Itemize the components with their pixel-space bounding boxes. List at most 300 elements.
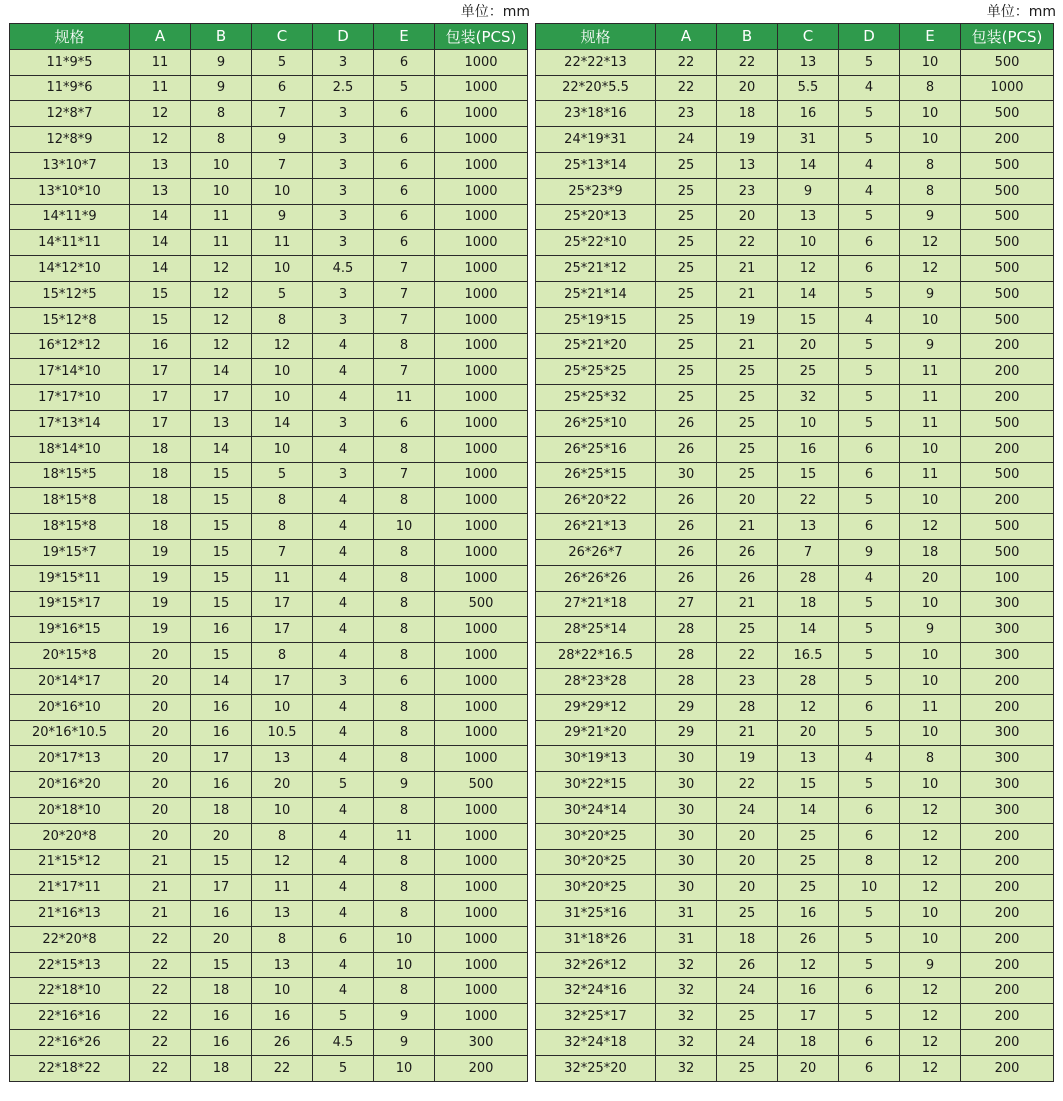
cell-a: 25 — [656, 204, 717, 230]
cell-b: 21 — [717, 333, 778, 359]
table-row — [10, 101, 528, 127]
table-row — [536, 385, 1054, 411]
cell-a: 25 — [656, 333, 717, 359]
table-row — [10, 49, 528, 75]
cell-spec: 14*11*11 — [10, 230, 130, 256]
cell-e: 10 — [900, 488, 961, 514]
cell-b: 12 — [191, 307, 252, 333]
cell-package: 1000 — [435, 230, 528, 256]
cell-b: 15 — [191, 488, 252, 514]
cell-b: 18 — [191, 978, 252, 1004]
table-row — [536, 746, 1054, 772]
cell-spec: 23*18*16 — [536, 101, 656, 127]
cell-d: 4 — [313, 385, 374, 411]
cell-e: 8 — [900, 178, 961, 204]
table-body-right — [536, 49, 1054, 1081]
table-row — [536, 875, 1054, 901]
table-row — [536, 772, 1054, 798]
header-spec: 规格 — [536, 24, 656, 50]
cell-a: 32 — [656, 1004, 717, 1030]
cell-package: 1000 — [435, 436, 528, 462]
cell-b: 25 — [717, 410, 778, 436]
cell-package: 500 — [961, 462, 1054, 488]
cell-c: 9 — [252, 204, 313, 230]
cell-spec: 26*26*7 — [536, 539, 656, 565]
cell-c: 16 — [778, 101, 839, 127]
cell-b: 20 — [717, 849, 778, 875]
cell-d: 3 — [313, 204, 374, 230]
cell-a: 14 — [130, 256, 191, 282]
cell-e: 11 — [900, 410, 961, 436]
header-package: 包装(PCS) — [961, 24, 1054, 50]
cell-spec: 26*25*15 — [536, 462, 656, 488]
cell-package: 200 — [961, 488, 1054, 514]
cell-package: 200 — [961, 385, 1054, 411]
cell-package: 1000 — [435, 101, 528, 127]
cell-e: 12 — [900, 1004, 961, 1030]
cell-e: 10 — [900, 901, 961, 927]
cell-a: 23 — [656, 101, 717, 127]
table-row — [10, 978, 528, 1004]
cell-b: 22 — [717, 643, 778, 669]
cell-a: 25 — [656, 230, 717, 256]
cell-c: 14 — [778, 617, 839, 643]
cell-b: 16 — [191, 617, 252, 643]
cell-b: 24 — [717, 797, 778, 823]
cell-b: 25 — [717, 1055, 778, 1081]
cell-d: 5 — [839, 359, 900, 385]
cell-spec: 22*20*8 — [10, 926, 130, 952]
cell-e: 12 — [900, 849, 961, 875]
cell-spec: 26*20*22 — [536, 488, 656, 514]
cell-c: 16 — [778, 436, 839, 462]
cell-spec: 19*16*15 — [10, 617, 130, 643]
cell-e: 6 — [374, 204, 435, 230]
cell-a: 25 — [656, 307, 717, 333]
table-row — [10, 668, 528, 694]
cell-package: 500 — [961, 410, 1054, 436]
table-row — [536, 462, 1054, 488]
cell-b: 16 — [191, 694, 252, 720]
cell-d: 5 — [313, 1004, 374, 1030]
cell-a: 29 — [656, 694, 717, 720]
table-row — [536, 230, 1054, 256]
cell-a: 20 — [130, 694, 191, 720]
header-e: E — [374, 24, 435, 50]
cell-a: 25 — [656, 152, 717, 178]
cell-b: 26 — [717, 539, 778, 565]
cell-c: 15 — [778, 307, 839, 333]
cell-d: 3 — [313, 178, 374, 204]
cell-a: 22 — [130, 952, 191, 978]
cell-package: 1000 — [435, 462, 528, 488]
cell-a: 17 — [130, 385, 191, 411]
cell-d: 2.5 — [313, 75, 374, 101]
cell-c: 8 — [252, 488, 313, 514]
cell-c: 5 — [252, 49, 313, 75]
spec-table-left — [9, 23, 528, 1082]
cell-c: 20 — [252, 772, 313, 798]
cell-e: 9 — [900, 333, 961, 359]
cell-package: 500 — [961, 49, 1054, 75]
cell-c: 28 — [778, 668, 839, 694]
table-row — [10, 462, 528, 488]
cell-spec: 18*15*8 — [10, 514, 130, 540]
cell-c: 7 — [252, 101, 313, 127]
cell-a: 18 — [130, 488, 191, 514]
cell-spec: 20*16*10.5 — [10, 720, 130, 746]
cell-b: 19 — [717, 746, 778, 772]
cell-package: 1000 — [435, 307, 528, 333]
cell-package: 300 — [435, 1030, 528, 1056]
cell-b: 25 — [717, 1004, 778, 1030]
cell-d: 4 — [313, 591, 374, 617]
cell-spec: 14*12*10 — [10, 256, 130, 282]
table-row — [10, 746, 528, 772]
cell-package: 300 — [961, 643, 1054, 669]
cell-b: 22 — [717, 772, 778, 798]
cell-spec: 25*19*15 — [536, 307, 656, 333]
cell-e: 11 — [900, 462, 961, 488]
cell-a: 27 — [656, 591, 717, 617]
cell-b: 8 — [191, 127, 252, 153]
cell-a: 13 — [130, 152, 191, 178]
cell-d: 3 — [313, 49, 374, 75]
cell-d: 4 — [839, 178, 900, 204]
cell-b: 12 — [191, 281, 252, 307]
cell-a: 30 — [656, 746, 717, 772]
cell-package: 1000 — [435, 823, 528, 849]
cell-a: 26 — [656, 514, 717, 540]
cell-b: 15 — [191, 565, 252, 591]
cell-b: 16 — [191, 720, 252, 746]
table-row — [536, 823, 1054, 849]
cell-spec: 31*25*16 — [536, 901, 656, 927]
cell-c: 13 — [252, 952, 313, 978]
cell-d: 4 — [313, 643, 374, 669]
cell-a: 32 — [656, 978, 717, 1004]
cell-c: 14 — [778, 152, 839, 178]
table-body-left — [10, 49, 528, 1081]
cell-b: 24 — [717, 978, 778, 1004]
cell-d: 4 — [313, 875, 374, 901]
cell-a: 15 — [130, 281, 191, 307]
cell-c: 7 — [778, 539, 839, 565]
cell-package: 200 — [961, 333, 1054, 359]
cell-a: 19 — [130, 565, 191, 591]
table-row — [10, 436, 528, 462]
table-row — [10, 539, 528, 565]
cell-d: 5 — [839, 1004, 900, 1030]
cell-b: 19 — [717, 127, 778, 153]
cell-a: 22 — [130, 1055, 191, 1081]
cell-spec: 25*21*20 — [536, 333, 656, 359]
cell-a: 18 — [130, 436, 191, 462]
cell-a: 25 — [656, 256, 717, 282]
cell-d: 6 — [839, 694, 900, 720]
cell-b: 20 — [717, 823, 778, 849]
cell-package: 1000 — [435, 178, 528, 204]
cell-package: 500 — [961, 256, 1054, 282]
cell-e: 8 — [374, 565, 435, 591]
cell-d: 4 — [839, 152, 900, 178]
cell-d: 4 — [313, 823, 374, 849]
cell-package: 500 — [435, 772, 528, 798]
cell-b: 19 — [717, 307, 778, 333]
cell-e: 20 — [900, 565, 961, 591]
cell-b: 10 — [191, 152, 252, 178]
cell-c: 16 — [778, 901, 839, 927]
cell-d: 4 — [313, 565, 374, 591]
cell-e: 12 — [900, 1055, 961, 1081]
cell-package: 1000 — [435, 901, 528, 927]
cell-spec: 22*16*26 — [10, 1030, 130, 1056]
cell-e: 11 — [374, 823, 435, 849]
unit-label-right: 单位：mm — [986, 4, 1056, 20]
cell-e: 6 — [374, 668, 435, 694]
cell-e: 8 — [374, 746, 435, 772]
table-row — [536, 333, 1054, 359]
cell-e: 8 — [374, 978, 435, 1004]
cell-e: 11 — [374, 385, 435, 411]
cell-b: 23 — [717, 668, 778, 694]
cell-d: 4 — [313, 617, 374, 643]
cell-d: 5 — [313, 772, 374, 798]
cell-c: 26 — [252, 1030, 313, 1056]
cell-spec: 17*13*14 — [10, 410, 130, 436]
cell-d: 3 — [313, 127, 374, 153]
table-row — [536, 668, 1054, 694]
cell-spec: 28*22*16.5 — [536, 643, 656, 669]
cell-d: 5 — [839, 385, 900, 411]
cell-e: 6 — [374, 49, 435, 75]
cell-c: 10 — [252, 797, 313, 823]
cell-package: 500 — [961, 178, 1054, 204]
cell-d: 6 — [839, 462, 900, 488]
table-row — [10, 823, 528, 849]
cell-d: 4 — [313, 901, 374, 927]
table-row — [536, 256, 1054, 282]
cell-d: 5 — [839, 410, 900, 436]
cell-c: 13 — [778, 514, 839, 540]
cell-spec: 11*9*5 — [10, 49, 130, 75]
cell-e: 8 — [374, 643, 435, 669]
cell-a: 20 — [130, 797, 191, 823]
cell-b: 25 — [717, 436, 778, 462]
cell-spec: 19*15*11 — [10, 565, 130, 591]
cell-e: 10 — [900, 127, 961, 153]
table-row — [536, 49, 1054, 75]
cell-e: 9 — [374, 1030, 435, 1056]
cell-e: 6 — [374, 230, 435, 256]
cell-d: 4 — [313, 488, 374, 514]
table-row — [10, 591, 528, 617]
cell-spec: 31*18*26 — [536, 926, 656, 952]
cell-c: 25 — [778, 823, 839, 849]
cell-c: 7 — [252, 539, 313, 565]
cell-a: 26 — [656, 410, 717, 436]
cell-b: 25 — [717, 462, 778, 488]
cell-spec: 25*13*14 — [536, 152, 656, 178]
cell-package: 200 — [961, 127, 1054, 153]
cell-b: 22 — [717, 49, 778, 75]
cell-package: 1000 — [435, 75, 528, 101]
cell-d: 10 — [839, 875, 900, 901]
cell-a: 20 — [130, 668, 191, 694]
cell-e: 11 — [900, 359, 961, 385]
cell-package: 1000 — [435, 978, 528, 1004]
cell-package: 200 — [961, 823, 1054, 849]
cell-e: 10 — [900, 668, 961, 694]
cell-c: 16.5 — [778, 643, 839, 669]
table-row — [10, 514, 528, 540]
cell-c: 15 — [778, 462, 839, 488]
cell-b: 18 — [191, 797, 252, 823]
table-row — [10, 952, 528, 978]
cell-e: 12 — [900, 256, 961, 282]
cell-c: 14 — [778, 797, 839, 823]
table-row — [10, 1030, 528, 1056]
cell-b: 21 — [717, 591, 778, 617]
cell-spec: 26*25*10 — [536, 410, 656, 436]
table-row — [10, 797, 528, 823]
cell-e: 8 — [374, 875, 435, 901]
cell-spec: 25*25*25 — [536, 359, 656, 385]
spec-table-right — [535, 23, 1054, 1082]
cell-spec: 12*8*9 — [10, 127, 130, 153]
cell-e: 6 — [374, 101, 435, 127]
cell-spec: 30*20*25 — [536, 849, 656, 875]
cell-spec: 14*11*9 — [10, 204, 130, 230]
cell-a: 19 — [130, 617, 191, 643]
cell-a: 30 — [656, 849, 717, 875]
cell-package: 1000 — [435, 617, 528, 643]
cell-d: 8 — [839, 849, 900, 875]
cell-c: 10 — [778, 410, 839, 436]
table-row — [536, 720, 1054, 746]
cell-b: 16 — [191, 1030, 252, 1056]
cell-spec: 20*16*10 — [10, 694, 130, 720]
cell-c: 8 — [252, 514, 313, 540]
cell-spec: 18*14*10 — [10, 436, 130, 462]
header-e: E — [900, 24, 961, 50]
cell-spec: 20*17*13 — [10, 746, 130, 772]
cell-package: 300 — [961, 617, 1054, 643]
cell-d: 5 — [313, 1055, 374, 1081]
cell-spec: 17*14*10 — [10, 359, 130, 385]
cell-b: 13 — [717, 152, 778, 178]
cell-b: 14 — [191, 668, 252, 694]
cell-e: 6 — [374, 127, 435, 153]
cell-d: 4 — [313, 849, 374, 875]
cell-package: 200 — [961, 1055, 1054, 1081]
cell-c: 22 — [778, 488, 839, 514]
cell-d: 5 — [839, 101, 900, 127]
cell-a: 15 — [130, 307, 191, 333]
cell-d: 6 — [839, 1055, 900, 1081]
cell-b: 9 — [191, 75, 252, 101]
cell-d: 4 — [313, 694, 374, 720]
table-row — [10, 359, 528, 385]
cell-spec: 32*25*20 — [536, 1055, 656, 1081]
cell-e: 8 — [900, 75, 961, 101]
cell-a: 28 — [656, 668, 717, 694]
cell-a: 22 — [656, 49, 717, 75]
table-row — [536, 281, 1054, 307]
table-header-row — [536, 24, 1054, 50]
cell-package: 300 — [961, 772, 1054, 798]
cell-spec: 22*16*16 — [10, 1004, 130, 1030]
cell-d: 6 — [839, 797, 900, 823]
cell-d: 3 — [313, 101, 374, 127]
cell-package: 200 — [961, 1004, 1054, 1030]
cell-a: 17 — [130, 410, 191, 436]
cell-c: 14 — [252, 410, 313, 436]
table-row — [10, 281, 528, 307]
cell-spec: 25*22*10 — [536, 230, 656, 256]
table-row — [10, 901, 528, 927]
cell-c: 31 — [778, 127, 839, 153]
table-row — [536, 152, 1054, 178]
cell-d: 4 — [839, 307, 900, 333]
cell-package: 300 — [961, 720, 1054, 746]
cell-e: 12 — [900, 978, 961, 1004]
cell-package: 1000 — [435, 797, 528, 823]
cell-spec: 18*15*8 — [10, 488, 130, 514]
cell-spec: 27*21*18 — [536, 591, 656, 617]
table-row — [10, 256, 528, 282]
table-row — [10, 204, 528, 230]
table-row — [536, 1055, 1054, 1081]
cell-d: 4 — [313, 720, 374, 746]
cell-package: 1000 — [435, 152, 528, 178]
cell-e: 6 — [374, 178, 435, 204]
cell-d: 6 — [839, 1030, 900, 1056]
cell-c: 10 — [252, 256, 313, 282]
cell-e: 10 — [374, 926, 435, 952]
cell-spec: 16*12*12 — [10, 333, 130, 359]
cell-spec: 30*20*25 — [536, 823, 656, 849]
table-row — [536, 127, 1054, 153]
cell-a: 22 — [130, 1030, 191, 1056]
cell-e: 12 — [900, 230, 961, 256]
cell-package: 500 — [961, 204, 1054, 230]
cell-package: 1000 — [435, 410, 528, 436]
cell-a: 31 — [656, 926, 717, 952]
table-row — [536, 565, 1054, 591]
cell-package: 500 — [961, 101, 1054, 127]
cell-package: 1000 — [435, 514, 528, 540]
cell-spec: 28*23*28 — [536, 668, 656, 694]
header-c: C — [252, 24, 313, 50]
cell-spec: 30*20*25 — [536, 875, 656, 901]
cell-b: 13 — [191, 410, 252, 436]
cell-e: 12 — [900, 823, 961, 849]
cell-e: 7 — [374, 359, 435, 385]
table-row — [10, 230, 528, 256]
cell-a: 22 — [130, 1004, 191, 1030]
table-row — [536, 694, 1054, 720]
cell-b: 20 — [717, 488, 778, 514]
cell-spec: 13*10*10 — [10, 178, 130, 204]
cell-c: 14 — [778, 281, 839, 307]
cell-package: 1000 — [435, 488, 528, 514]
cell-c: 13 — [778, 49, 839, 75]
cell-a: 30 — [656, 823, 717, 849]
cell-b: 26 — [717, 952, 778, 978]
cell-d: 5 — [839, 127, 900, 153]
table-row — [10, 1055, 528, 1081]
